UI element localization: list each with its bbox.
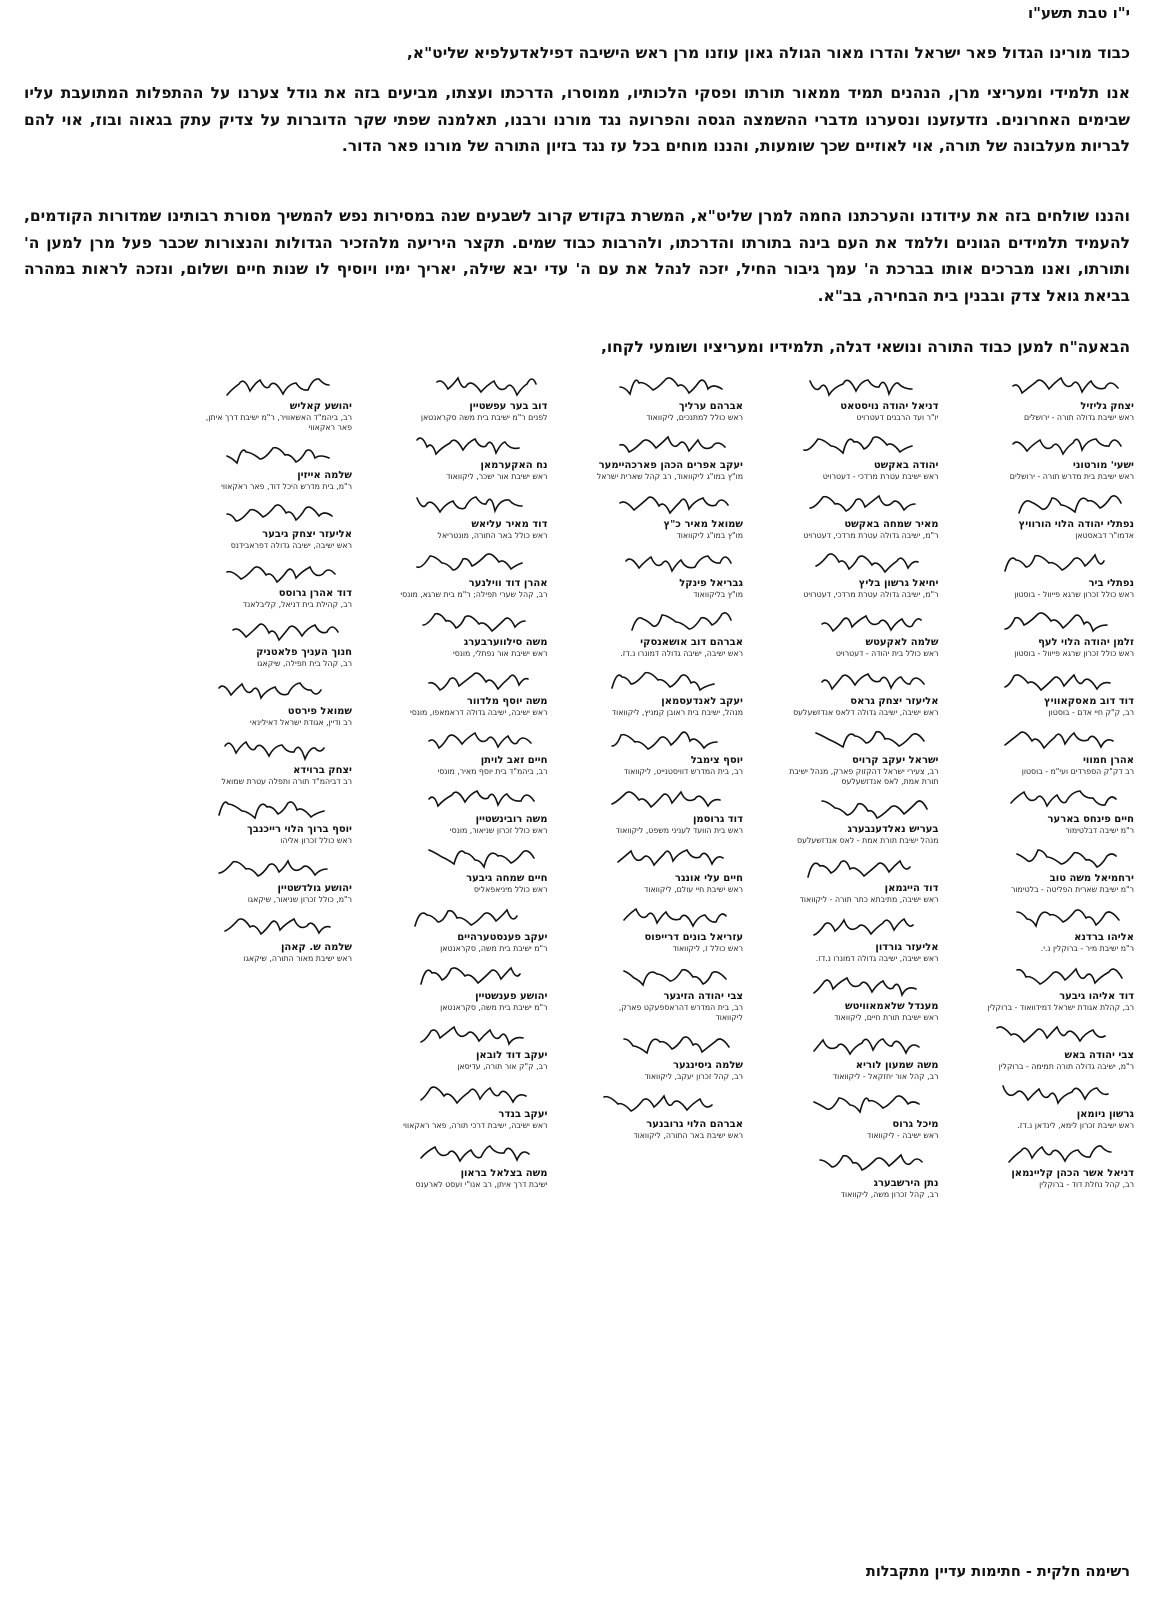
signatory-name: צבי יהודה הזיגער (663, 991, 743, 1002)
handwritten-signature (982, 429, 1134, 459)
handwritten-signature (982, 547, 1134, 577)
handwritten-signature (787, 724, 939, 754)
signatory-title: מו"ץ במו"ג ליקוואוד, רב קהל שארית ישראל (596, 472, 743, 481)
handwritten-signature (200, 734, 352, 764)
signatory-title: ר"מ ישיבת בית משה, סקראנטאן (440, 1003, 548, 1012)
signatory-name: אליעזר יצחק גיבער (262, 529, 352, 540)
signatory-name: שלמה גיסינגער (672, 1060, 743, 1071)
signatory-title: מו"ץ במו"ג ליקוואוד (676, 531, 743, 540)
handwritten-signature (396, 1137, 548, 1167)
signature-block (982, 547, 1134, 600)
signatory-name: גבריאל פינקל (679, 578, 743, 589)
handwritten-signature (591, 960, 743, 990)
signature-block (200, 557, 352, 610)
signature-block (200, 911, 352, 964)
signatory-title: לפנים ר"מ ישיבת בית משה סקראנטאן (420, 413, 548, 422)
signatory-title: ראש ישיבת זכרון לימא, לינדאן נ.דז. (1017, 1121, 1134, 1130)
signatory-title: ראש כולל זכרון שרגא פייוול - בוסטון (1014, 590, 1134, 599)
signature-block (787, 724, 939, 787)
handwritten-signature (982, 960, 1134, 990)
signatory-name: נפתלי יהודה הלוי הורוויץ (1018, 519, 1134, 530)
signature-block (396, 724, 548, 777)
signature-block (787, 488, 939, 541)
signatory-title: ראש ישיבת תורת חיים, ליקוואוד (834, 1013, 939, 1022)
handwritten-signature (982, 606, 1134, 636)
signature-block (591, 429, 743, 482)
signatory-title: מנהל, ישיבת בית ראובן קמניץ, ליקוואוד (611, 708, 743, 717)
signature-block (396, 1137, 548, 1190)
signature-block (787, 852, 939, 905)
signatory-name: ישראל יעקב קרויס (852, 755, 939, 766)
handwritten-signature (787, 911, 939, 941)
signatory-title: ראש ישיבה, ישיבה גדולה דמונרו נ.דז. (815, 954, 939, 963)
signatory-name: מענדל שלאמאוויטש (845, 1001, 939, 1012)
handwritten-signature (591, 488, 743, 518)
handwritten-signature (200, 498, 352, 528)
signatory-name: נפתלי ביר (1088, 578, 1134, 589)
signatory-title: רב דביהמ"ד תורה ותפלה עטרת שמואל (221, 777, 352, 786)
signatory-name: יחיאל גרשון בליץ (858, 578, 939, 589)
signature-block (200, 370, 352, 433)
signatory-title: ראש ישיבה, ישיבה גדולה דלאס אנדזשעלעס (793, 708, 939, 717)
signatory-name: יצחק ברוידא (293, 765, 352, 776)
signatory-name: אהרן דוד ווילנער (468, 578, 548, 589)
signature-block (396, 370, 548, 423)
signatory-title: ר"מ ישיבה דבלטימור (1065, 826, 1134, 835)
signatory-name: חיים עלי אונגר (674, 873, 743, 884)
signatory-name: יהושע קאליש (289, 401, 352, 412)
handwritten-signature (982, 488, 1134, 518)
signatory-name: יעקב דוד לובאן (475, 1050, 548, 1061)
signatory-title: רב, קהל זכרון יעקב, ליקוואוד (644, 1072, 743, 1081)
signatory-title: ראש כולל זכרון שרגא פייוול - בוסטון (1014, 649, 1134, 658)
signatory-title: מו"ץ בליקוואוד (693, 590, 743, 599)
handwritten-signature (787, 665, 939, 695)
signature-column-2 (787, 370, 939, 1490)
signatory-name: אהרן חמווי (1082, 755, 1134, 766)
signatory-title: רב ודיין, אגודת ישראל דאילינאי (250, 718, 352, 727)
signatory-title: רב, קהילת בית דניאל, קליבלאנד (242, 600, 352, 609)
signatory-name: יהושע גולדשטיין (277, 883, 352, 894)
signatory-name: יעקב פענסטערהיים (457, 932, 548, 943)
signatory-name: משה רובינשטיין (475, 814, 548, 825)
handwritten-signature (591, 665, 743, 695)
signatory-name: זלמן יהודה הלוי לעף (1038, 637, 1134, 648)
signatory-title: רב, ביהמ"ד האשאוויר, ר"מ ישיבת דרך איתן, פאר ראקאווי (205, 413, 352, 432)
handwritten-signature (396, 547, 548, 577)
handwritten-signature (396, 960, 548, 990)
signature-block (982, 1137, 1134, 1190)
signature-block (200, 734, 352, 787)
signatory-name: חיים פינחס בארער (1047, 814, 1134, 825)
handwritten-signature (396, 901, 548, 931)
signature-block (787, 429, 939, 482)
signatory-name: שמואל מאיר כ"ץ (663, 519, 743, 530)
signatory-title: אדמו"ר דבאסטאן (1075, 531, 1134, 540)
signatory-name: דוד מאיר עליאש (471, 519, 548, 530)
handwritten-signature (396, 488, 548, 518)
signatory-title: רב, בית המדרש דוויסטנייט, ליקוואוד (623, 767, 743, 776)
signatory-name: שלמה לאקעטש (865, 637, 939, 648)
signatory-title: ראש ישיבת אור נפתלי, מונסי (452, 649, 548, 658)
signatory-name: משה יוסף מלדוור (466, 696, 548, 707)
signatory-title: ראש בית הוועד לעניני משפט, ליקוואוד (615, 826, 743, 835)
signature-column-3 (591, 370, 743, 1490)
handwritten-signature (982, 1137, 1134, 1167)
signatory-title: ר"מ, בית מדרש היכל דוד, פאר ראקאווי (221, 482, 352, 491)
signatory-name: אברהם הלוי גרובנער (646, 1119, 743, 1130)
handwritten-signature (591, 783, 743, 813)
signatory-name: חיים זאב לויתן (480, 755, 548, 766)
handwritten-signature (591, 842, 743, 872)
signatory-title: ר"מ, ישיבה גדולה עטרת מרדכי, דעטרויט (803, 531, 939, 540)
signature-block (982, 724, 1134, 777)
signatory-name: אברהם דוב אושאנסקי (640, 637, 743, 648)
signatory-name: דניאל אשר הכהן קליינמאן (1011, 1168, 1134, 1179)
handwritten-signature (982, 1078, 1134, 1108)
handwritten-signature (396, 429, 548, 459)
signature-block (982, 1019, 1134, 1072)
signature-block (591, 960, 743, 1023)
handwritten-signature (591, 606, 743, 636)
signatory-title: ראש ישיבה, ישיבה גדולה דפראבידנס (230, 541, 352, 550)
signatory-title: רב, ביהמ"ד בית יוסף מאיר, מונסי (437, 767, 548, 776)
signature-block (396, 547, 548, 600)
signature-block (591, 901, 743, 954)
signatory-title: ראש ישיבה - ליקוואוד (866, 1131, 939, 1140)
handwritten-signature (591, 724, 743, 754)
handwritten-signature (591, 370, 743, 400)
signatory-name: חנוך העניך פלאטניק (256, 647, 352, 658)
signatory-title: ר"מ ישיבת בית משה, סקראנטאן (440, 944, 548, 953)
signatory-name: משה בצלאל בראון (460, 1168, 548, 1179)
handwritten-signature (787, 852, 939, 882)
signatory-title: ראש ישיבה, ישיבת דרכי תורה, פאר ראקאווי (403, 1121, 548, 1130)
signature-block (982, 901, 1134, 954)
signatory-name: יהושע פענשטיין (475, 991, 548, 1002)
signatory-title: ראש כולל מיניאפאליס (473, 885, 548, 894)
signatory-title: ראש ישיבת עטרת מרדכי - דעטרויט (822, 472, 939, 481)
signature-block (200, 852, 352, 905)
signatory-title: רב, ק"ק חיי אדם - בוסטון (1048, 708, 1134, 717)
signatory-name: שלמה ש. קאהן (280, 942, 352, 953)
handwritten-signature (982, 370, 1134, 400)
signature-block (396, 429, 548, 482)
signatory-title: ר"מ ישיבת שארית הפליטה - בלטימור (1011, 885, 1134, 894)
signature-block (982, 370, 1134, 423)
signatory-title: רב, בית המדרש דהראספעקט פארק, ליקוואוד (618, 1003, 743, 1022)
handwritten-signature (591, 429, 743, 459)
signatory-name: יוסף ברוך הלוי רייכנבך (247, 824, 352, 835)
signature-block (787, 793, 939, 846)
signature-block (982, 665, 1134, 718)
letter-addressee: כבוד מורינו הגדול פאר ישראל והדרו מאור הגולה גאון עוזנו מרן ראש הישיבה דפילאדעלפיא שליט"א, (406, 44, 1130, 62)
signature-block (396, 901, 548, 954)
handwritten-signature (200, 557, 352, 587)
signatory-name: ישעי' מורטוני (1072, 460, 1134, 471)
handwritten-signature (982, 842, 1134, 872)
signature-block (591, 724, 743, 777)
signature-block (787, 1029, 939, 1082)
signatory-name: דניאל יהודה נויסטאט (840, 401, 939, 412)
signatory-title: ישיבת דרך איתן, רב אנו"י ועסט לארענס (415, 1180, 548, 1189)
signature-block (200, 793, 352, 846)
handwritten-signature (200, 675, 352, 705)
handwritten-signature (787, 970, 939, 1000)
signatory-title: ראש כולל בית יהודה - דעטרויט (835, 649, 939, 658)
signatory-name: דוד אהרן גרוסס (278, 588, 352, 599)
signatory-title: רב, קהל שערי תפילה; ר"מ בית שרגא, מונסי (400, 590, 548, 599)
signatory-title: ראש ישיבת גדולה תורה - ירושלים (1024, 413, 1134, 422)
handwritten-signature (396, 783, 548, 813)
signature-block (787, 665, 939, 718)
signatory-name: עזריאל בונים דרייפוס (644, 932, 743, 943)
signature-block (396, 842, 548, 895)
signatory-name: דוד גרוסמן (692, 814, 743, 825)
signatory-name: חיים שמחה גיבער (466, 873, 548, 884)
signatory-name: גרשון ניומאן (1076, 1109, 1134, 1120)
signature-block (591, 1029, 743, 1082)
letter-closing: הבאעה"ח למען כבוד התורה ונושאי דגלה, תלמידיו ומעריציו ושומעי לקחו, (601, 338, 1130, 356)
signatory-title: ראש כולל למתנכים, ליקוואוד (646, 413, 743, 422)
signatory-title: ראש ישיבת חיי עולם, ליקוואוד (644, 885, 743, 894)
signature-block (200, 616, 352, 669)
signatory-name: מאיר שמחה באקשט (844, 519, 939, 530)
signatory-title: רב, קהל אור יחזקאל - ליקוואוד (832, 1072, 939, 1081)
signature-block (982, 606, 1134, 659)
signature-block (787, 1147, 939, 1200)
handwritten-signature (200, 793, 352, 823)
signatory-name: משה סילווערבערג (463, 637, 548, 648)
signatory-title: רב דק"ק הספרדים ועי"מ - בוסטון (1021, 767, 1134, 776)
signatory-title: ראש ישיבת באר התורה, ליקוואוד (633, 1131, 743, 1140)
signature-block (787, 911, 939, 964)
signatory-title: ראש כולל באר התורה, מונטריאל (437, 531, 548, 540)
handwritten-signature (787, 1088, 939, 1118)
handwritten-signature (982, 665, 1134, 695)
signature-block (591, 842, 743, 895)
signature-block (787, 970, 939, 1023)
partial-list-note: רשימה חלקית - חתימות עדיין מתקבלות (865, 1564, 1130, 1580)
signatory-title: רב, קהל בית תפילה, שיקאגו (257, 659, 352, 668)
signature-column-5 (200, 370, 352, 1490)
signatory-title: ראש ישיבת מאור התורה, שיקאגו (243, 954, 352, 963)
signatory-name: מיכל גרוס (892, 1119, 939, 1130)
signatory-title: יו"ר ועד הרבנים דעטרויט (856, 413, 939, 422)
signatory-title: רב, צעירי ישראל דהקזוק פארק, מנהל ישיבת תורת אמת, לאס אנדזשעלעס (789, 767, 939, 786)
handwritten-signature (787, 488, 939, 518)
signatory-name: דוד דוב מאסקאוויץ (1044, 696, 1134, 707)
handwritten-signature (982, 1019, 1134, 1049)
handwritten-signature (787, 547, 939, 577)
signatory-name: אליעזר גורדון (875, 942, 939, 953)
signatory-title: רב, קהל זכרון משה, ליקוואוד (840, 1190, 939, 1199)
handwritten-signature (787, 606, 939, 636)
signature-column-4 (396, 370, 548, 1490)
handwritten-signature (787, 1029, 939, 1059)
signature-block (591, 370, 743, 423)
signature-block (982, 429, 1134, 482)
handwritten-signature (396, 1019, 548, 1049)
signature-block (396, 1019, 548, 1072)
signature-block (396, 665, 548, 718)
signatory-title: ראש כולל זכרון אליהו (280, 836, 352, 845)
signatory-title: ר"מ ישיבת מיר - ברוקלין נ.י. (1040, 944, 1134, 953)
handwritten-signature (396, 724, 548, 754)
signature-block (591, 547, 743, 600)
handwritten-signature (396, 665, 548, 695)
signature-block (396, 960, 548, 1013)
signatory-name: דוד אליהו גיבער (1059, 991, 1134, 1002)
signatory-name: שלמה אייזין (297, 470, 352, 481)
signature-block (982, 488, 1134, 541)
signatory-title: ר"מ, ישיבה גדולה תורה תמימה - ברוקלין (998, 1062, 1134, 1071)
handwritten-signature (396, 606, 548, 636)
handwritten-signature (982, 724, 1134, 754)
signatory-title: ראש ישיבה, ישיבה גדולה דמונרו נ.דז. (620, 649, 743, 658)
handwritten-signature (200, 439, 352, 469)
handwritten-signature (982, 901, 1134, 931)
handwritten-signature (787, 793, 939, 823)
handwritten-signature (396, 1078, 548, 1108)
signatory-title: ראש ישיבה, ישיבה גדולה דראמאפו, מונסי (409, 708, 548, 717)
handwritten-signature (787, 1147, 939, 1177)
signatory-title: ר"מ, ישיבה גדולה עטרת מרדכי, דעטרויט (803, 590, 939, 599)
signatory-title: ראש ישיבת בית מדרש תורה - ירושלים (1009, 472, 1134, 481)
signatory-name: נח האקערמאן (480, 460, 548, 471)
signature-block (982, 783, 1134, 836)
signatory-name: אליהו ברדנא (1074, 932, 1134, 943)
signatory-name: יעקב אפרים הכהן פארכהיימער (598, 460, 743, 471)
signatory-name: נתן הירשבערג (873, 1178, 939, 1189)
signature-block (982, 842, 1134, 895)
signatory-name: אברהם ערליך (678, 401, 743, 412)
signature-block (200, 439, 352, 492)
signature-block (591, 488, 743, 541)
signatory-name: בעריש נאלדענבערג (847, 824, 939, 835)
signatory-name: יעקב בנדר (498, 1109, 548, 1120)
signature-block (787, 606, 939, 659)
signature-block (396, 488, 548, 541)
signatory-name: אליעזר יצחק גראס (850, 696, 939, 707)
signature-block (396, 1078, 548, 1131)
signatory-name: שמואל פירסט (287, 706, 352, 717)
signature-grid (200, 370, 1134, 1490)
signature-block (396, 783, 548, 836)
letter-paragraph-2: והננו שולחים בזה את עידודנו והערכתנו החמה למרן שליט"א, המשרת בקודש קרוב לשבעים שנה במסירות נפש להמשיך מסורת רבותינו שמדורות הקודמים, להעמיד תלמידים הגונים וללמד את העם בינה בתורתו והדרכתו, ולהרבות כבוד שמים. תקצר היריעה מלהזכיר הגדולות והנצורות שכבר פעל מרן למען ה' ותורתו, ואנו מברכים אותו בברכת ה' עמך גיבור החיל, יזכה לנהל את עם ה' עדי יבא שילה, יאריך ימיו ויוסיף לו שנות חיים ושלום, ונזכה לראות במהרה בביאת גואל צדק ובבנין בית הבחירה, בב"א. (24, 207, 1130, 305)
signatory-title: ראש ישיבה, מתיבתא כתר תורה - ליקוואוד (799, 895, 939, 904)
letter-paragraph-1: אנו תלמידי ומעריצי מרן, הנהנים תמיד ממאור תורתו ופסקי הלכותיו, ממוסרו, הדרכתו ועצתו, מביעים בזה את גודל צערנו על ההתפלות המתועבת עליו שבימים האחרונים. נזדעזענו ונסערנו מדברי ההשמצה הגסה והפרועה נגד מורנו ורבנו, תאלמנה שפתי שקר הדוברות על צדיק עתק בגאוה ובוז, אוי להם לבריות מעלבונה של תורה, אוי לאוזיים שכך שומעות, והננו מוחים בכל עז נגד בזיון התורה של מורנו פאר הדור. (24, 84, 1130, 155)
signature-block (982, 960, 1134, 1013)
handwritten-signature (200, 616, 352, 646)
letter-date: י"ו טבת תשע"ו (1028, 4, 1130, 22)
signatory-name: דוד הייגמאן (884, 883, 939, 894)
signatory-title: ראש כולל זכרון שניאור, מונסי (449, 826, 548, 835)
handwritten-signature (787, 370, 939, 400)
signature-block (396, 606, 548, 659)
signatory-title: ראש ישיבת אור ישכר, ליקוואוד (446, 472, 548, 481)
signatory-name: משה שמעון לוריא (855, 1060, 939, 1071)
signatory-title: רב, ק"ק אור תורה, עדיסאן (457, 1062, 548, 1071)
handwritten-signature (591, 901, 743, 931)
signatory-title: ראש כולל ז, ליקוואוד (672, 944, 743, 953)
signature-block (591, 665, 743, 718)
signatory-title: מנהל ישיבת תורת אמת - לאס אנדזשעלעס (797, 836, 939, 845)
signatory-title: ר"מ, כולל זכרון שניאור, שיקאגו (247, 895, 352, 904)
signature-block (200, 498, 352, 551)
signatory-name: יוסף צימבל (690, 755, 743, 766)
signatory-name: צבי יהודה באש (1064, 1050, 1134, 1061)
signature-column-1 (982, 370, 1134, 1490)
signature-block (591, 606, 743, 659)
signature-block (200, 675, 352, 728)
signatory-name: יצחק גליזיל (1080, 401, 1134, 412)
handwritten-signature (982, 783, 1134, 813)
signature-block (591, 783, 743, 836)
signatory-name: יעקב לאנדעסמאן (661, 696, 743, 707)
signatory-title: רב, קהלת אגודת ישראל דמידוואוד - ברוקלין (987, 1003, 1134, 1012)
signatory-name: יהודה באקשט (873, 460, 939, 471)
handwritten-signature (591, 547, 743, 577)
signature-block (787, 370, 939, 423)
handwritten-signature (591, 1029, 743, 1059)
handwritten-signature (591, 1088, 743, 1118)
handwritten-signature (396, 370, 548, 400)
signature-block (982, 1078, 1134, 1131)
signatory-name: דוב בער עפשטיין (469, 401, 548, 412)
signatory-name: ירחמיאל משה טוב (1049, 873, 1134, 884)
handwritten-signature (787, 429, 939, 459)
signatory-title: רב, קהל נחלת דוד - ברוקלין (1039, 1180, 1134, 1189)
handwritten-signature (396, 842, 548, 872)
signature-block (787, 1088, 939, 1141)
handwritten-signature (200, 911, 352, 941)
signature-block (787, 547, 939, 600)
handwritten-signature (200, 852, 352, 882)
signature-block (591, 1088, 743, 1141)
handwritten-signature (200, 370, 352, 400)
